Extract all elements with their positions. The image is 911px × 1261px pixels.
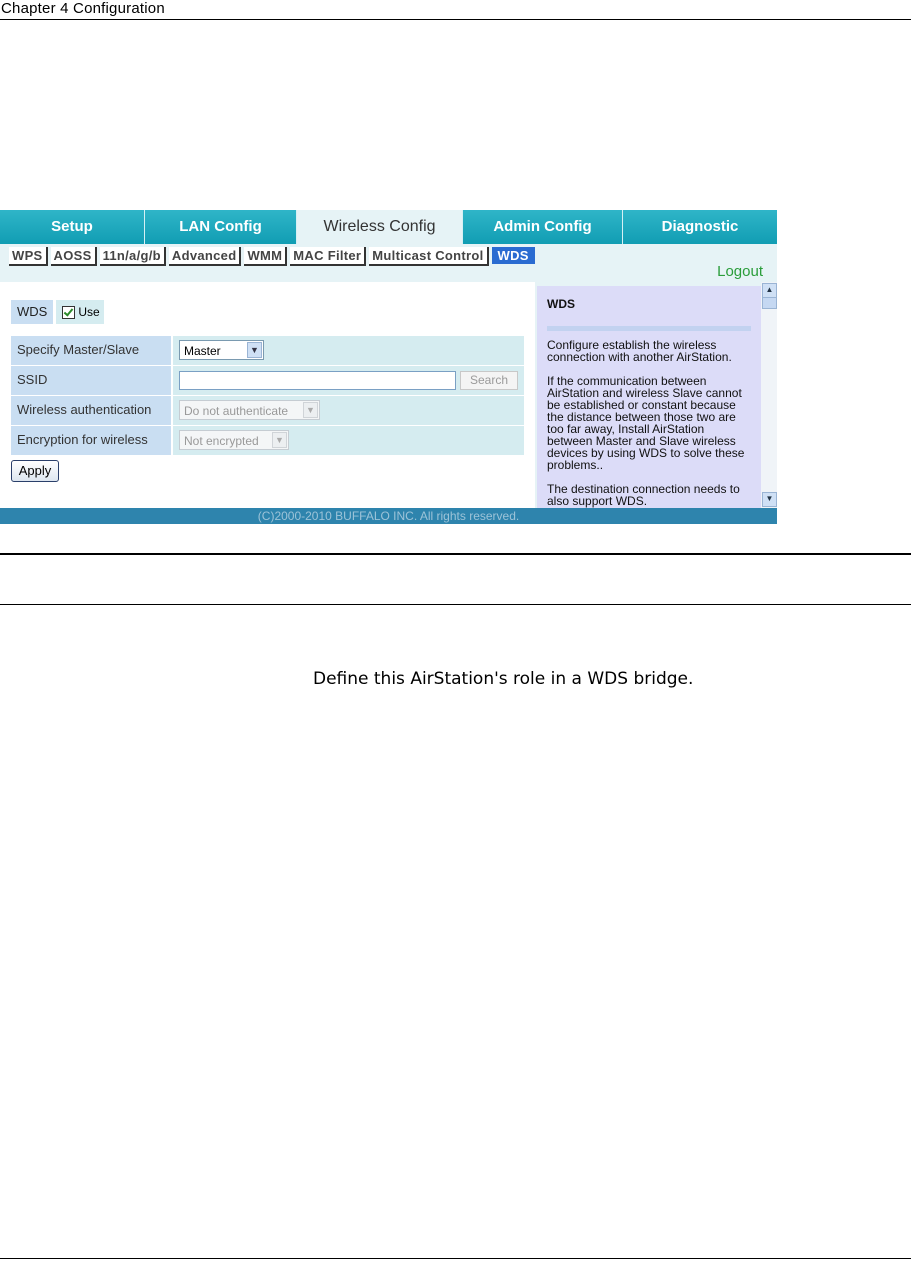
auth-value: Do not authenticate xyxy=(184,404,289,418)
help-title: WDS xyxy=(547,297,575,311)
settings-panel xyxy=(0,282,535,508)
subtab-wmm[interactable]: WMM xyxy=(244,247,287,266)
help-paragraph: If the communication between AirStation and wireless Slave cannot be established or constant because the distance between those two are too far away, Install AirStation between Master and Slave wireless devices by using WDS to solve these problems.. xyxy=(547,374,745,472)
encryption-label: Encryption for wireless xyxy=(11,426,171,455)
form-row-encryption xyxy=(11,426,524,455)
tab-wireless-config[interactable]: Wireless Config xyxy=(297,210,463,244)
search-button[interactable]: Search xyxy=(460,371,518,390)
checkbox-checked-icon[interactable] xyxy=(62,306,75,319)
help-divider xyxy=(547,326,751,331)
tab-diagnostic[interactable]: Diagnostic xyxy=(661,218,739,235)
ssid-label: SSID xyxy=(11,366,171,395)
tab-lan-config[interactable]: LAN Config xyxy=(145,210,297,244)
wds-use-checkbox[interactable] xyxy=(56,300,103,324)
wds-use-label: Use xyxy=(78,305,100,319)
wds-label: WDS xyxy=(11,300,53,324)
wds-toggle-row xyxy=(11,300,104,324)
chevron-down-icon[interactable]: ▼ xyxy=(272,432,287,448)
subtab-wds[interactable]: WDS xyxy=(492,247,535,264)
help-paragraph: The destination connection needs to also support WDS. xyxy=(547,482,740,508)
table-bottom-rule xyxy=(0,1258,911,1259)
chevron-down-icon[interactable]: ▼ xyxy=(247,342,262,358)
help-panel xyxy=(537,286,761,508)
router-screenshot xyxy=(0,210,777,524)
form-row-auth xyxy=(11,396,524,425)
table-top-rule xyxy=(0,553,911,555)
auth-label: Wireless authentication xyxy=(11,396,171,425)
subtab-aoss[interactable]: AOSS xyxy=(51,247,97,266)
wds-form xyxy=(11,336,524,456)
sub-nav xyxy=(9,247,535,266)
subtab-multicast-control[interactable]: Multicast Control xyxy=(369,247,488,266)
subtab-11nagb[interactable]: 11n/a/g/b xyxy=(100,247,166,266)
scroll-thumb[interactable] xyxy=(762,297,777,309)
encryption-value: Not encrypted xyxy=(184,434,259,448)
master-slave-select[interactable] xyxy=(179,340,264,360)
ssid-input[interactable] xyxy=(179,371,456,390)
subtab-advanced[interactable]: Advanced xyxy=(169,247,242,266)
scroll-up-icon[interactable]: ▲ xyxy=(762,283,777,298)
encryption-select[interactable] xyxy=(179,430,289,450)
page-header xyxy=(0,0,911,20)
subtab-wps[interactable]: WPS xyxy=(9,247,48,266)
auth-select[interactable] xyxy=(179,400,320,420)
form-row-ssid xyxy=(11,366,524,395)
master-slave-value: Master xyxy=(184,344,221,358)
table-header-rule xyxy=(0,604,911,605)
setting-description: Define this AirStation's role in a WDS bridge. xyxy=(313,669,694,689)
help-scrollbar[interactable] xyxy=(761,282,777,508)
help-paragraph: Configure establish the wireless connection with another AirStation. xyxy=(547,338,732,364)
main-nav xyxy=(0,210,777,244)
logout-link[interactable]: Logout xyxy=(717,263,763,280)
chapter-title: Chapter 4 Configuration xyxy=(1,0,165,17)
tab-setup[interactable]: Setup xyxy=(0,210,145,244)
copyright-footer: (C)2000-2010 BUFFALO INC. All rights reserved. xyxy=(0,508,777,524)
subtab-mac-filter[interactable]: MAC Filter xyxy=(290,247,366,266)
chevron-down-icon[interactable]: ▼ xyxy=(303,402,318,418)
apply-button[interactable]: Apply xyxy=(11,460,59,482)
scroll-down-icon[interactable]: ▼ xyxy=(762,492,777,507)
master-slave-label: Specify Master/Slave xyxy=(11,336,171,365)
form-row-master-slave xyxy=(11,336,524,365)
tab-admin-config[interactable]: Admin Config xyxy=(463,210,623,244)
